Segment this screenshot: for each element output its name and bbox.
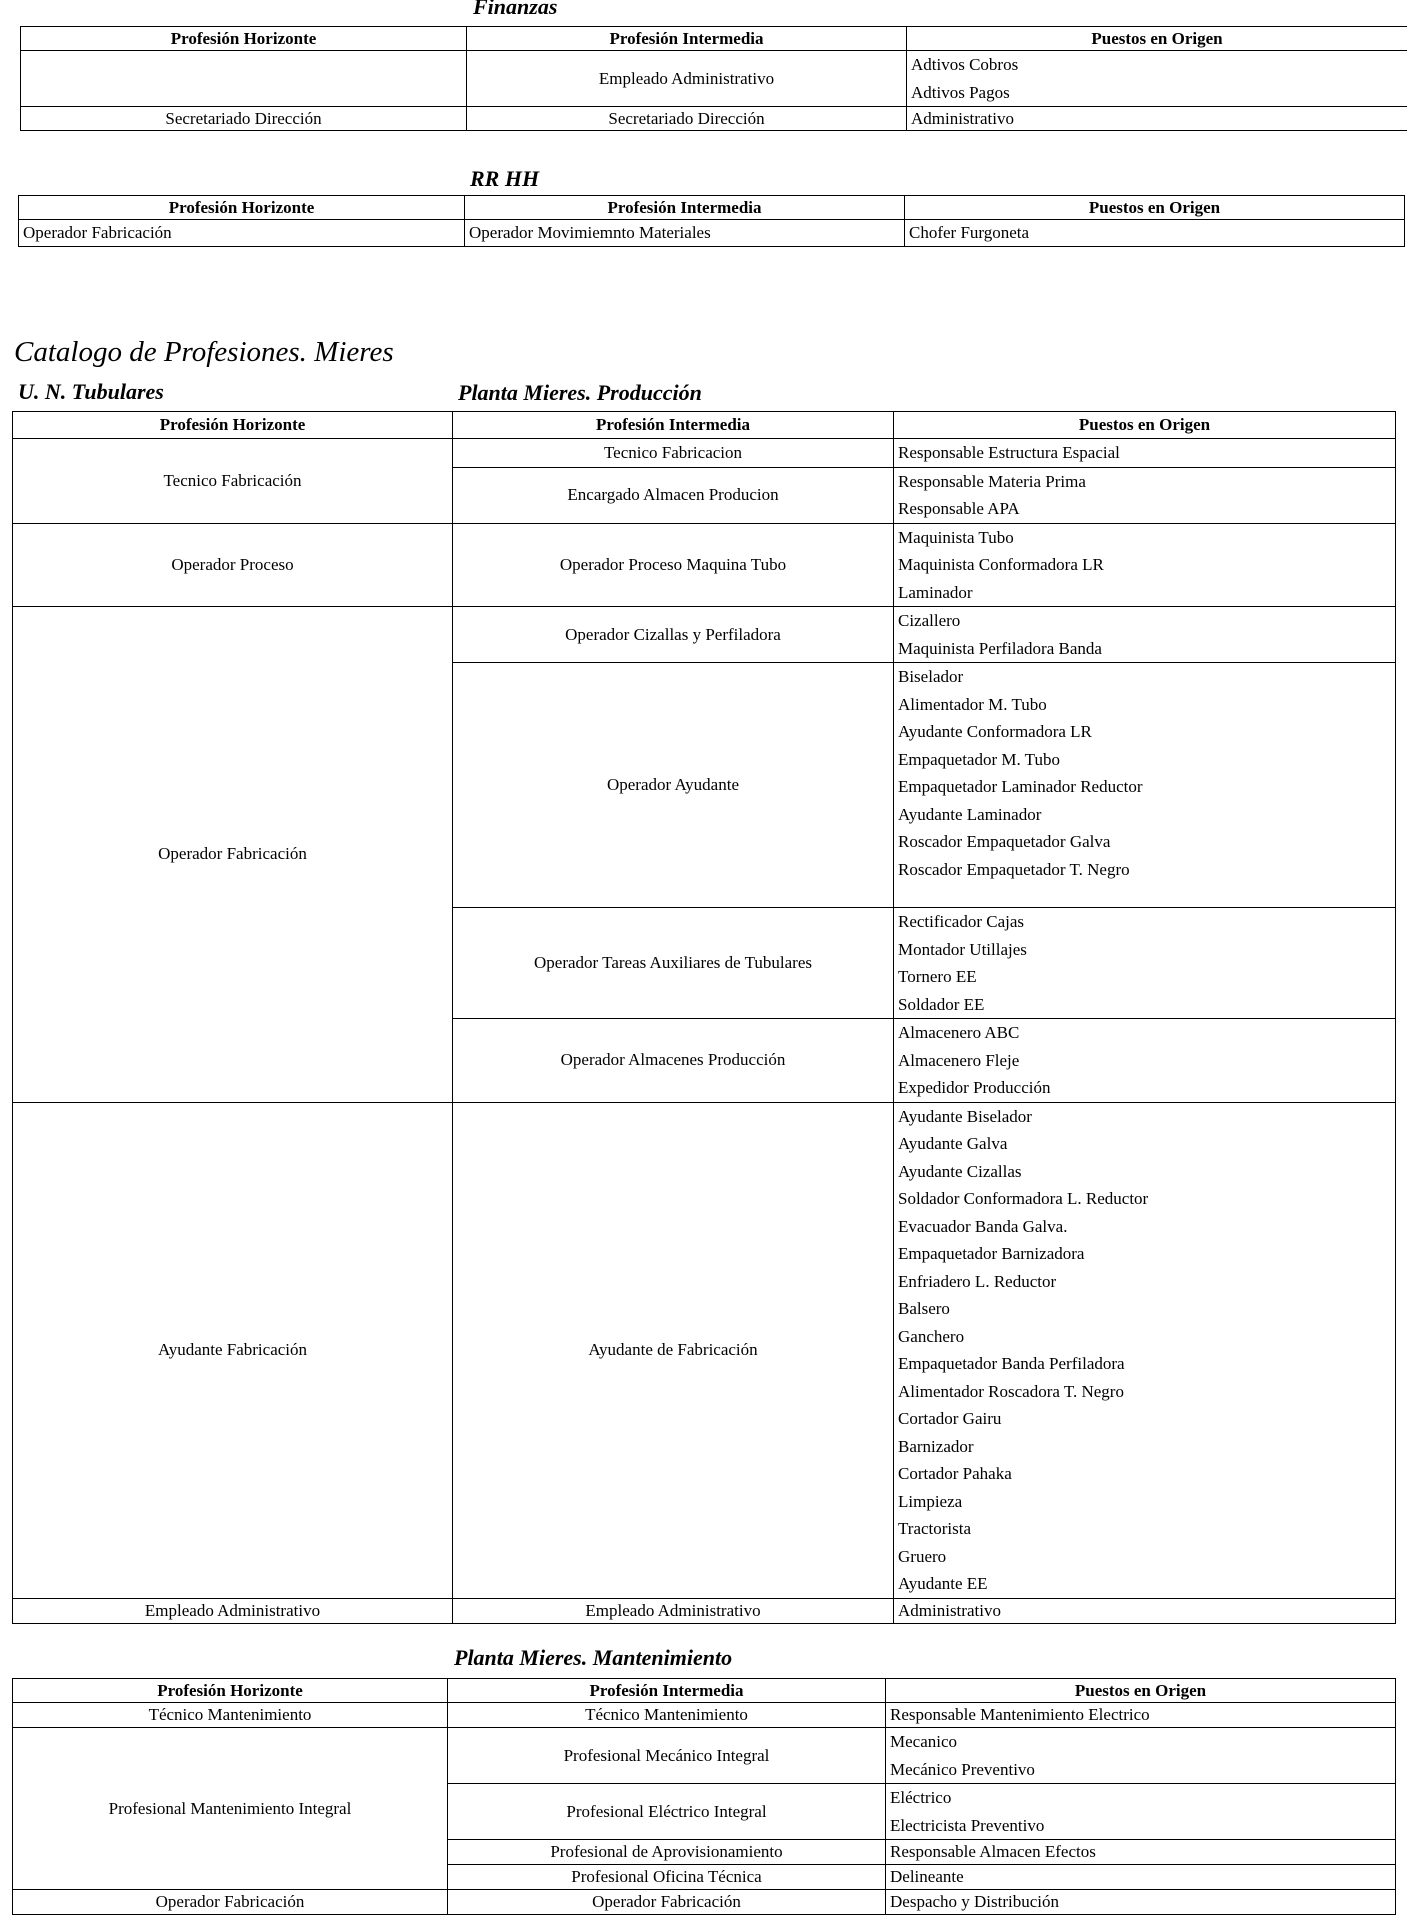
header-horizonte: Profesión Horizonte [19, 196, 465, 220]
origen-item: Ayudante Cizallas [898, 1161, 1022, 1181]
rrhh-title: RR HH [470, 166, 540, 191]
origen-item: Adtivos Cobros [911, 55, 1019, 74]
cell-intermedia: Profesional Mecánico Integral [448, 1728, 886, 1784]
origen-item: Balsero [898, 1299, 950, 1318]
origen-item: Despacho y Distribución [890, 1892, 1060, 1911]
un-title: U. N. Tubulares [18, 379, 164, 404]
origen-item: Responsable APA [898, 499, 1020, 518]
mantenimiento-table [12, 1678, 1396, 1915]
cell-origen [894, 1102, 1396, 1598]
cell-horizonte: Tecnico Fabricación [13, 439, 453, 524]
cell-intermedia: Operador Almacenes Producción [453, 1019, 894, 1103]
header-horizonte: Profesión Horizonte [21, 27, 467, 51]
cell-horizonte: Profesional Mantenimiento Integral [13, 1728, 448, 1890]
mantenimiento-title: Planta Mieres. Mantenimiento [454, 1645, 733, 1670]
cell-intermedia: Operador Ayudante [453, 663, 894, 908]
cell-intermedia: Encargado Almacen Producion [453, 467, 894, 523]
cell-origen [886, 1890, 1396, 1915]
origen-item: Empaquetador Laminador Reductor [898, 777, 1143, 796]
origen-item: Montador Utillajes [898, 939, 1027, 959]
header-origen: Puestos en Origen [886, 1679, 1396, 1703]
origen-item: Ayudante Galva [898, 1134, 1008, 1153]
origen-item: Almacenero Fleje [898, 1050, 1020, 1070]
rrhh-table [18, 195, 1405, 247]
produccion-table [12, 411, 1396, 1624]
cell-horizonte: Operador Proceso [13, 523, 453, 607]
cell-origen [894, 1019, 1396, 1103]
origen-item: Cortador Gairu [898, 1409, 1002, 1428]
cell-intermedia: Profesional Oficina Técnica [448, 1865, 886, 1890]
origen-item: Gruero [898, 1546, 947, 1566]
cell-horizonte: Operador Fabricación [13, 607, 453, 1103]
header-intermedia: Profesión Intermedia [465, 196, 905, 220]
origen-item: Enfriadero L. Reductor [898, 1271, 1057, 1291]
cell-intermedia: Ayudante de Fabricación [453, 1102, 894, 1598]
origen-item: Eléctrico [890, 1788, 952, 1807]
cell-intermedia: Empleado Administrativo [453, 1598, 894, 1623]
cell-intermedia: Técnico Mantenimiento [448, 1703, 886, 1728]
cell-intermedia: Profesional de Aprovisionamiento [448, 1840, 886, 1865]
origen-item: Maquinista Conformadora LR [898, 555, 1104, 574]
origen-item: Mecanico [890, 1732, 958, 1751]
origen-item: Ayudante Biselador [898, 1106, 1032, 1126]
origen-item: Ayudante Conformadora LR [898, 722, 1092, 741]
header-origen: Puestos en Origen [907, 27, 1407, 51]
cell-origen [894, 607, 1396, 663]
header-horizonte: Profesión Horizonte [13, 412, 453, 439]
cell-horizonte: Operador Fabricación [19, 220, 465, 247]
origen-item: Delineante [890, 1867, 964, 1886]
origen-item: Responsable Materia Prima [898, 471, 1086, 491]
cell-origen [894, 663, 1396, 908]
origen-item: Barnizador [898, 1436, 974, 1456]
origen-item: Biselador [898, 667, 964, 686]
origen-item: Ayudante Laminador [898, 804, 1042, 824]
cell-origen [894, 467, 1396, 523]
origen-item: Empaquetador Barnizadora [898, 1244, 1085, 1263]
catalog-title: Catalogo de Profesiones. Mieres [14, 336, 394, 368]
cell-origen [886, 1728, 1396, 1784]
cell-intermedia: Operador Cizallas y Perfiladora [453, 607, 894, 663]
cell-origen [894, 908, 1396, 1019]
origen-item: Responsable Almacen Efectos [890, 1842, 1096, 1861]
origen-item: Evacuador Banda Galva. [898, 1216, 1068, 1236]
origen-item: Tractorista [898, 1519, 972, 1538]
finanzas-title: Finanzas [473, 0, 558, 19]
origen-item: Electricista Preventivo [890, 1815, 1045, 1835]
cell-intermedia: Operador Proceso Maquina Tubo [453, 523, 894, 607]
cell-intermedia: Operador Fabricación [448, 1890, 886, 1915]
origen-item: Cortador Pahaka [898, 1464, 1012, 1483]
cell-horizonte [21, 51, 467, 107]
cell-horizonte: Técnico Mantenimiento [13, 1703, 448, 1728]
origen-item: Almacenero ABC [898, 1023, 1020, 1042]
origen-item: Maquinista Tubo [898, 527, 1014, 547]
cell-intermedia: Secretariado Dirección [467, 107, 907, 131]
cell-origen [886, 1865, 1396, 1890]
cell-origen [886, 1703, 1396, 1728]
produccion-title: Planta Mieres. Producción [458, 380, 702, 405]
header-intermedia: Profesión Intermedia [448, 1679, 886, 1703]
origen-item: Soldador Conformadora L. Reductor [898, 1189, 1149, 1208]
origen-item: Tornero EE [898, 967, 977, 986]
cell-horizonte: Secretariado Dirección [21, 107, 467, 131]
origen-item: Rectificador Cajas [898, 912, 1025, 931]
origen-item: Limpieza [898, 1491, 963, 1511]
origen-item: Alimentador Roscadora T. Negro [898, 1381, 1124, 1401]
origen-item: Empaquetador M. Tubo [898, 749, 1060, 769]
cell-origen [907, 51, 1407, 107]
cell-origen [894, 439, 1396, 468]
cell-horizonte: Operador Fabricación [13, 1890, 448, 1915]
origen-item: Roscador Empaquetador Galva [898, 832, 1111, 851]
cell-horizonte: Empleado Administrativo [13, 1598, 453, 1623]
origen-item: Mecánico Preventivo [890, 1759, 1035, 1779]
origen-item: Responsable Mantenimiento Electrico [890, 1705, 1150, 1724]
cell-intermedia: Profesional Eléctrico Integral [448, 1784, 886, 1840]
origen-item: Alimentador M. Tubo [898, 694, 1047, 714]
origen-item: Cizallero [898, 611, 961, 630]
cell-horizonte: Ayudante Fabricación [13, 1102, 453, 1598]
origen-item: Laminador [898, 582, 973, 602]
origen-item: Roscador Empaquetador T. Negro [898, 859, 1130, 879]
origen-item: Administrativo [898, 1600, 1001, 1620]
header-origen: Puestos en Origen [894, 412, 1396, 439]
header-horizonte: Profesión Horizonte [13, 1679, 448, 1703]
header-intermedia: Profesión Intermedia [467, 27, 907, 51]
origen-item: Adtivos Pagos [911, 82, 1010, 102]
header-intermedia: Profesión Intermedia [453, 412, 894, 439]
cell-origen: Chofer Furgoneta [905, 220, 1405, 247]
cell-origen [894, 1598, 1396, 1623]
origen-item: Expedidor Producción [898, 1078, 1051, 1097]
origen-item: Ayudante EE [898, 1574, 988, 1593]
cell-intermedia: Empleado Administrativo [467, 51, 907, 107]
cell-origen [886, 1784, 1396, 1840]
origen-item: Soldador EE [898, 994, 985, 1014]
cell-intermedia: Operador Tareas Auxiliares de Tubulares [453, 908, 894, 1019]
cell-origen: Administrativo [907, 107, 1407, 131]
cell-intermedia: Tecnico Fabricacion [453, 439, 894, 468]
origen-item: Maquinista Perfiladora Banda [898, 638, 1102, 658]
finanzas-table [20, 26, 1407, 131]
origen-item: Responsable Estructura Espacial [898, 443, 1120, 462]
cell-intermedia: Operador Movimiemnto Materiales [465, 220, 905, 247]
origen-item: Empaquetador Banda Perfiladora [898, 1354, 1125, 1373]
origen-item: Ganchero [898, 1326, 965, 1346]
cell-origen [886, 1840, 1396, 1865]
header-origen: Puestos en Origen [905, 196, 1405, 220]
cell-origen [894, 523, 1396, 607]
